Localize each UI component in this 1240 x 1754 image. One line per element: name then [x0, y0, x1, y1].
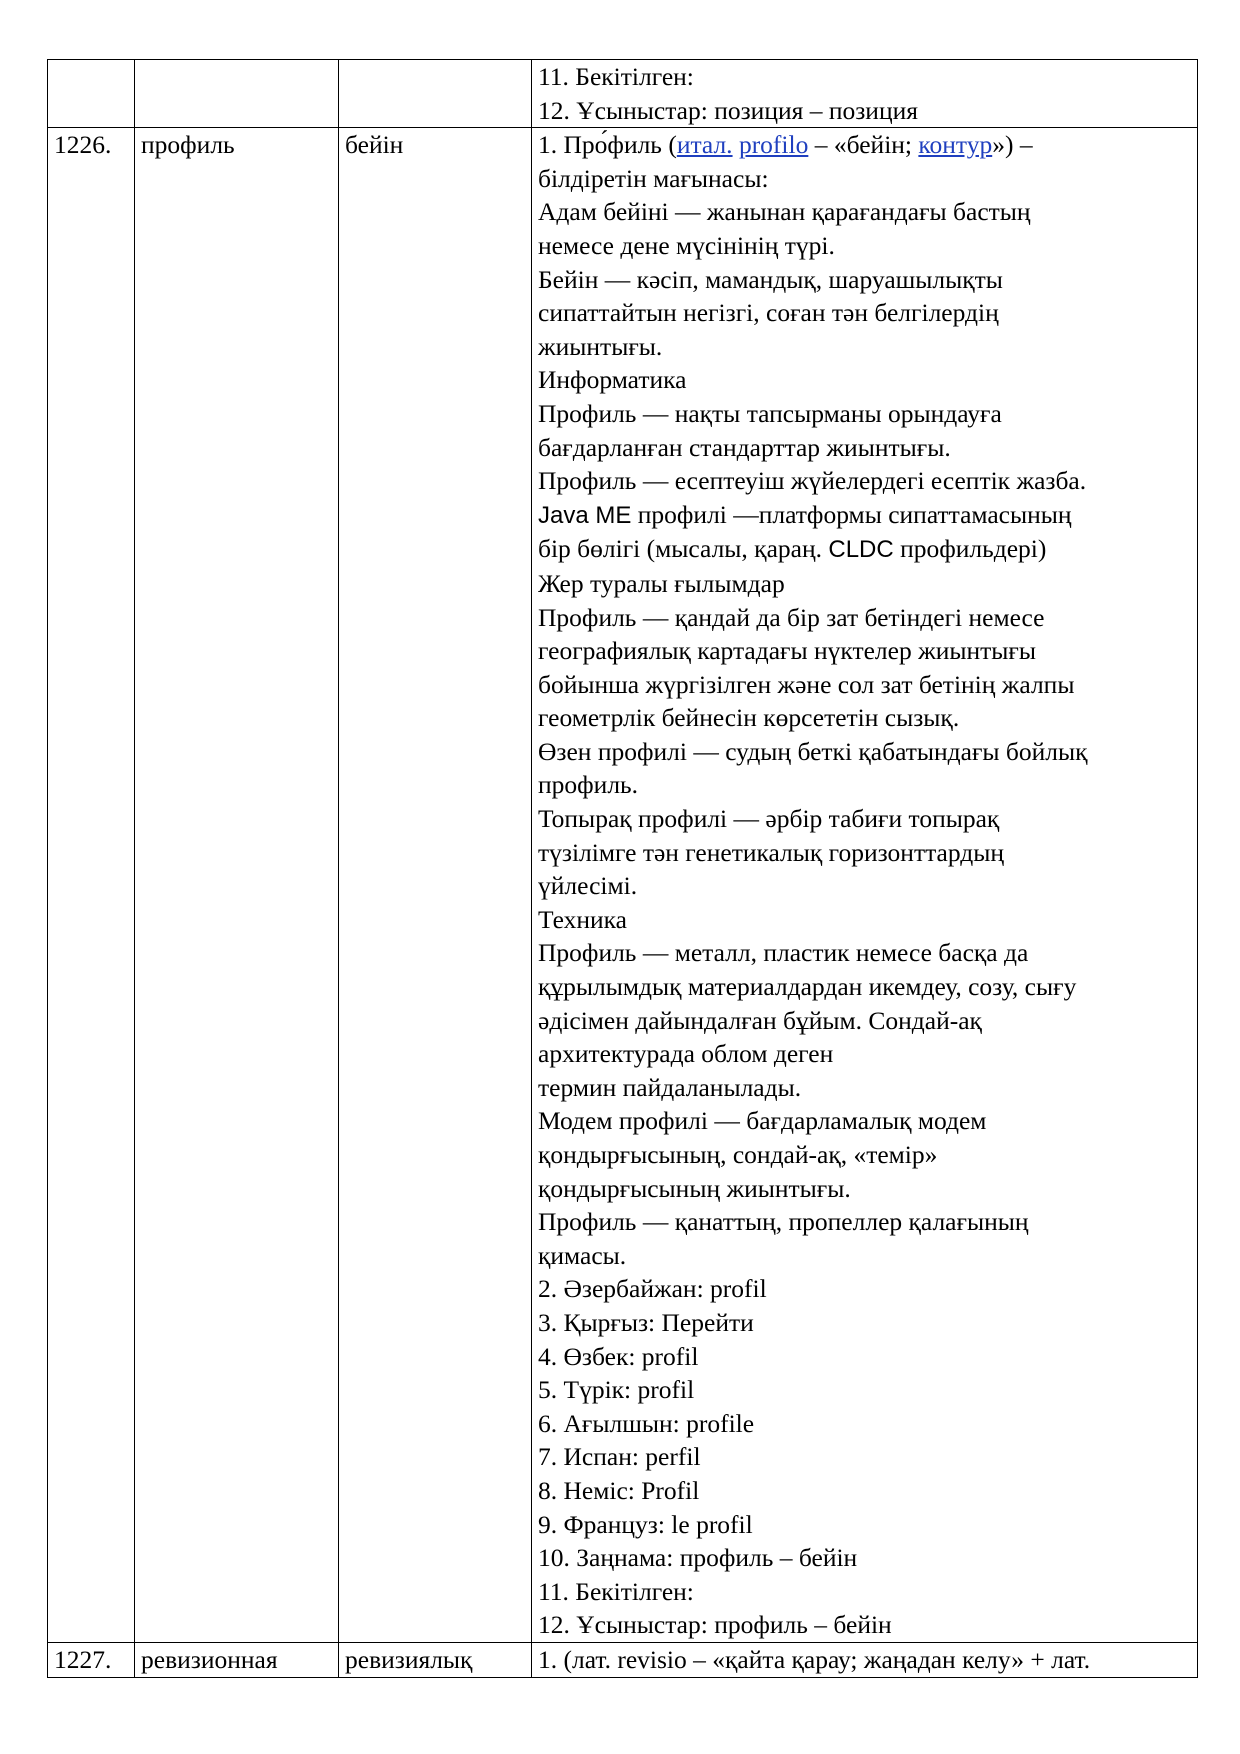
- definition-text: бір бөлігі (мысалы, қараң.: [538, 534, 829, 564]
- definition-lines: [538, 162, 1193, 498]
- definition-line: Профиль — металл, пластик немесе басқа да: [538, 938, 1029, 968]
- definition-line: профиль.: [538, 770, 639, 800]
- russian-term: [135, 60, 339, 128]
- definition-line: Профиль — нақты тапсырманы орындауға: [538, 398, 1002, 428]
- definition-line: немесе дене мүсінінің түрі.: [538, 230, 835, 260]
- table-row: [48, 60, 1198, 128]
- definition-line: 10. Заңнама: профиль – бейін: [538, 1543, 858, 1573]
- definition-first-line: [538, 128, 1193, 162]
- definition-line: 7. Испан: perfil: [538, 1442, 701, 1472]
- entry-number: 1227.: [48, 1642, 135, 1677]
- definition-line: білдіретін мағынасы:: [538, 163, 769, 193]
- definition-line: Адам бейіні — жанынан қарағандағы бастың: [538, 197, 1031, 227]
- definition-line: Информатика: [538, 365, 687, 395]
- definition-line: термин пайдаланылады.: [538, 1072, 802, 1102]
- definition-cell: [532, 1642, 1198, 1677]
- java-me-term: Java ME: [538, 501, 632, 529]
- definition-line: архитектурада облом деген: [538, 1039, 834, 1069]
- definition-line: 4. Өзбек: profil: [538, 1341, 699, 1371]
- definition-line: 12. Ұсыныстар: профиль – бейін: [538, 1610, 892, 1640]
- cldc-term: CLDC: [828, 536, 894, 564]
- definition-text: – «бейін;: [808, 130, 919, 160]
- definition-cell: [532, 60, 1198, 128]
- link-kontur[interactable]: контур: [918, 130, 993, 160]
- entry-number: 1226.: [48, 128, 135, 1643]
- definition-line: 1. (лат. revisio – «қайта қарау; жаңадан келу» + лат.: [538, 1644, 1091, 1674]
- entry-number: [48, 60, 135, 128]
- definition-line: жиынтығы.: [538, 331, 663, 361]
- definition-cell: [532, 128, 1198, 1643]
- definition-line: құрылымдық материалдардан икемдеу, созу, сығу: [538, 972, 1077, 1002]
- definition-line: қимасы.: [538, 1240, 627, 1270]
- definition-line: әдісімен дайындалған бұйым. Сондай-ақ: [538, 1005, 982, 1035]
- russian-term: ревизионная: [135, 1642, 339, 1677]
- definition-text: 1. Про́филь (: [538, 130, 677, 160]
- definition-line: 11. Бекітілген:: [538, 62, 694, 91]
- definition-line: Профиль — қанаттың, пропеллер қалағының: [538, 1207, 1029, 1237]
- definition-line: үйлесімі.: [538, 871, 638, 901]
- definition-line: Топырақ профилі — әрбір табиғи топырақ: [538, 804, 1000, 834]
- table-row: [48, 1642, 1198, 1677]
- definition-line: 11. Бекітілген:: [538, 1576, 694, 1606]
- kazakh-term: бейін: [339, 128, 532, 1643]
- definition-line: Өзен профилі — судың беткі қабатындағы бойлық: [538, 736, 1088, 766]
- definition-line: қондырғысының жиынтығы.: [538, 1173, 851, 1203]
- definition-text: профильдері): [893, 534, 1047, 564]
- link-profilo[interactable]: profilo: [738, 130, 809, 160]
- definition-line: геометрлік бейнесін көрсететін сызық.: [538, 703, 960, 733]
- definition-line: қондырғысының, сондай-ақ, «темір»: [538, 1140, 938, 1169]
- definition-line: бағдарланған стандарттар жиынтығы.: [538, 432, 951, 462]
- definition-line: Жер туралы ғылымдар: [538, 568, 785, 598]
- definition-line: сипаттайтын негізгі, соған тән белгілердің: [538, 298, 999, 328]
- definition-line: 5. Түрік: profil: [538, 1375, 695, 1405]
- definition-line: бойынша жүргізілген және сол зат бетінің жалпы: [538, 669, 1075, 699]
- definition-line: Техника: [538, 904, 627, 934]
- definition-line: 12. Ұсыныстар: позиция – позиция: [538, 95, 918, 125]
- russian-term: профиль: [135, 128, 339, 1643]
- cldc-line: [538, 532, 1193, 567]
- definition-line: 3. Қырғыз: Перейти: [538, 1307, 754, 1337]
- link-ital[interactable]: итал.: [676, 130, 733, 160]
- kazakh-term: [339, 60, 532, 128]
- definition-line: Профиль — есептеуіш жүйелердегі есептік жазба.: [538, 466, 1087, 496]
- definition-text: профилі —платформы сипаттамасының: [631, 499, 1072, 529]
- definition-text: ») –: [992, 130, 1033, 160]
- definition-line: 8. Неміс: Profil: [538, 1475, 700, 1505]
- kazakh-term: ревизиялық: [339, 1642, 532, 1677]
- table-row: [48, 128, 1198, 1643]
- java-me-line: [538, 498, 1193, 533]
- definition-line: Бейін — кәсіп, мамандық, шаруашылықты: [538, 264, 1003, 294]
- definition-line: географиялық картадағы нүктелер жиынтығы: [538, 636, 1036, 666]
- definition-line: 2. Әзербайжан: profil: [538, 1274, 767, 1304]
- definition-line: Профиль — қандай да бір зат бетіндегі немесе: [538, 602, 1045, 632]
- definition-line: Модем профилі — бағдарламалық модем: [538, 1106, 987, 1136]
- dictionary-table: [47, 59, 1198, 1678]
- definition-line: 9. Француз: le profil: [538, 1509, 753, 1539]
- definition-lines: [538, 567, 1193, 1642]
- definition-line: 6. Ағылшын: profile: [538, 1408, 755, 1438]
- definition-line: түзілімге тән генетикалық горизонттардың: [538, 837, 1005, 867]
